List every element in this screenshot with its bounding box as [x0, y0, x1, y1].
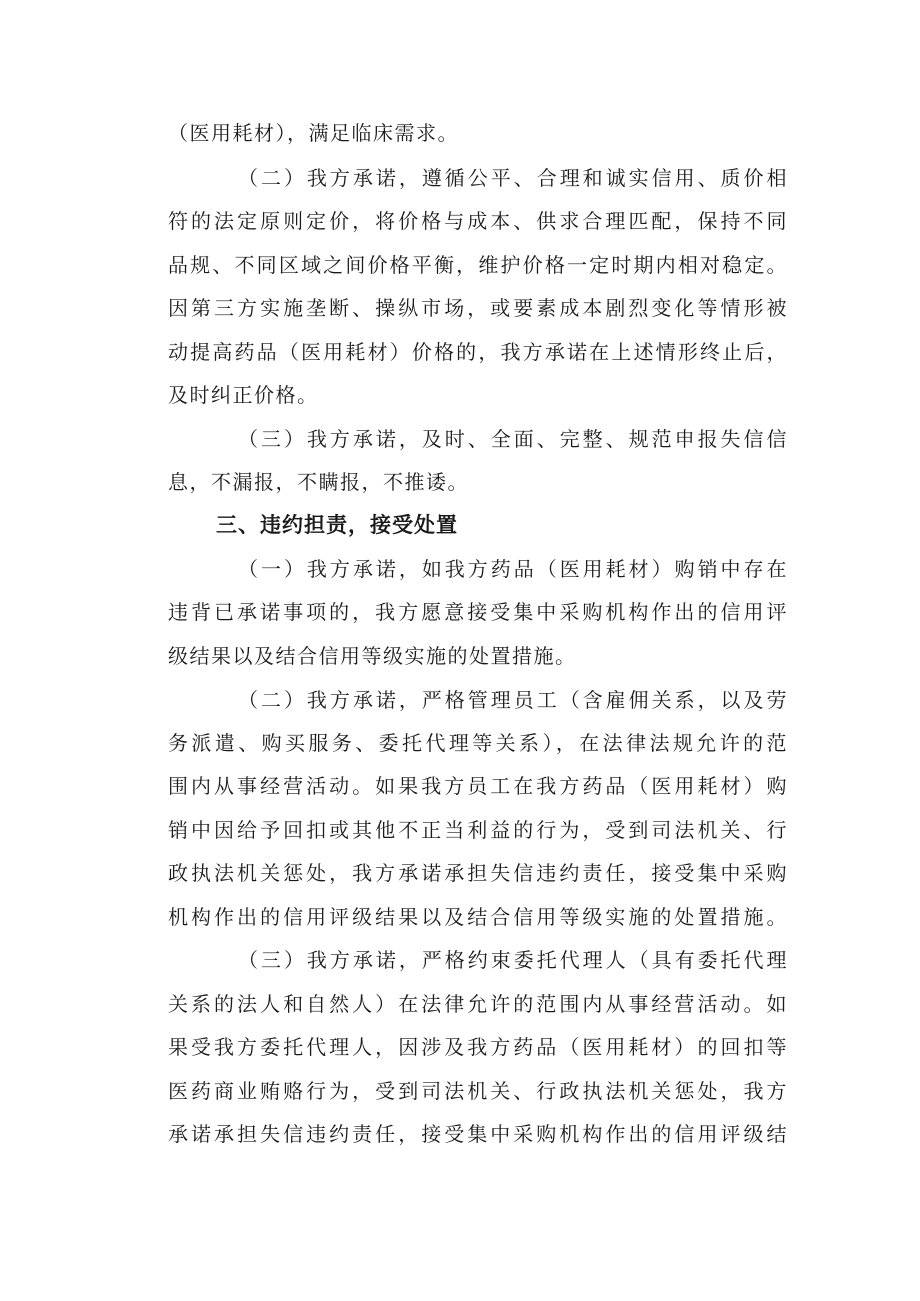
body-text-line: 违背已承诺事项的，我方愿意接受集中采购机构作出的信用评 [168, 600, 788, 624]
body-text-line: 符的法定原则定价，将价格与成本、供求合理匹配，保持不同 [168, 209, 788, 233]
section-heading: 三、违约担责，接受处置 [216, 513, 458, 537]
clause-1-line: （一）我方承诺，如我方药品（医用耗材）购销中存在 [238, 557, 788, 581]
body-text-line: 承诺承担失信违约责任，接受集中采购机构作出的信用评级结 [168, 1122, 788, 1146]
body-text-line: 销中因给予回扣或其他不正当利益的行为，受到司法机关、行 [168, 818, 788, 842]
body-text-line: 关系的法人和自然人）在法律允许的范围内从事经营活动。如 [168, 992, 788, 1016]
body-text-line: 机构作出的信用评级结果以及结合信用等级实施的处置措施。 [168, 905, 788, 929]
body-text-line: 医药商业贿赂行为，受到司法机关、行政执法机关惩处，我方 [168, 1079, 788, 1103]
body-text-line: 息，不漏报，不瞒报，不推诿。 [168, 470, 469, 494]
body-text-line: 果受我方委托代理人，因涉及我方药品（医用耗材）的回扣等 [168, 1035, 788, 1059]
clause-2-line: （二）我方承诺，遵循公平、合理和诚实信用、质价相 [238, 166, 788, 190]
body-text-line: 因第三方实施垄断、操纵市场，或要素成本剧烈变化等情形被 [168, 296, 788, 320]
clause-3-line: （三）我方承诺，严格约束委托代理人（具有委托代理 [238, 948, 788, 972]
body-text-line: 务派遣、购买服务、委托代理等关系），在法律法规允许的范 [168, 731, 788, 755]
body-text-line: 动提高药品（医用耗材）价格的，我方承诺在上述情形终止后， [168, 340, 788, 364]
body-text-line: 级结果以及结合信用等级实施的处置措施。 [168, 644, 577, 668]
body-text-line: 政执法机关惩处，我方承诺承担失信违约责任，接受集中采购 [168, 861, 788, 885]
body-text-line: 围内从事经营活动。如果我方员工在我方药品（医用耗材）购 [168, 774, 788, 798]
body-text-line: （医用耗材），满足临床需求。 [168, 121, 459, 145]
body-text-line: 及时纠正价格。 [168, 383, 319, 407]
clause-3-line: （三）我方承诺，及时、全面、完整、规范申报失信信 [238, 427, 788, 451]
body-text-line: 品规、不同区域之间价格平衡，维护价格一定时期内相对稳定。 [168, 253, 788, 277]
clause-2-line: （二）我方承诺，严格管理员工（含雇佣关系，以及劳 [238, 688, 788, 712]
